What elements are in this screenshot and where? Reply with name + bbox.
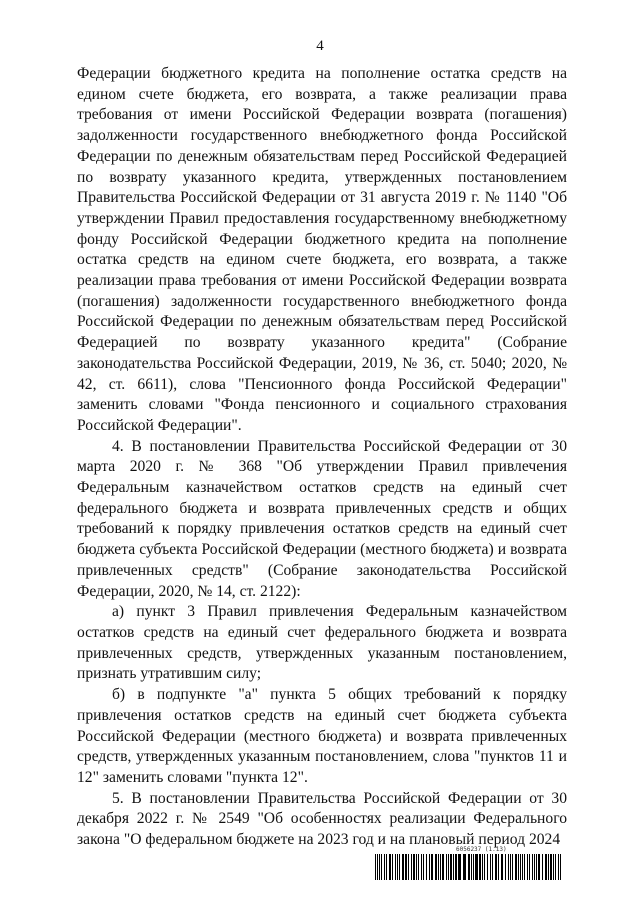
barcode-code: 6056237 (1.13)	[456, 846, 507, 853]
page-number: 4	[316, 38, 324, 54]
paragraph-3: а) пункт 3 Правил привлечения Федеральным казначейством остатков средств на единый счет федерального бюджета и возврата привлеченных средств, утвержденных указанным постановлением, признать утратившим силу;	[77, 603, 567, 683]
paragraph-1: Федерации бюджетного кредита на пополнение остатка средств на едином счете бюджета, его возврата, а также реализации права требования от имени Российской Федерации возврата (погашения) задолженности государственного внебюджетного фонда Российской Федерации по денежным обязательствам перед Российской Федерацией по возврату указанного кредита, утвержденных постановлением Правительства Российской Федерации от 31 августа 2019 г. № 1140 "Об утверждении Правил предоставления государственному внебюджетному фонду Российской Федерации бюджетного кредита на пополнение остатка средств на едином счете бюджета, его возврата, а также реализации права требования от имени Российской Федерации возврата (погашения) задолженности государственного внебюджетного фонда Российской Федерации по денежным обязательствам перед Российской Федерацией по возврату указанного кредита" (Собрание законодательства Российской Федерации, 2019, № 36, ст. 5040; 2020, № 42, ст. 6611), слова "Пенсионного фонда Российской Федерации" заменить словами "Фонда пенсионного и социального страхования Российской Федерации".	[77, 65, 567, 434]
barcode-icon	[375, 854, 563, 880]
document-body	[77, 64, 567, 851]
paragraph-4: б) в подпункте "а" пункта 5 общих требований к порядку привлечения остатков средств на единый счет бюджета субъекта Российской Федерации (местного бюджета) и возврата привлеченных средств, утвержденных указанным постановлением, слова "пунктов 11 и 12" заменить словами "пункта 12".	[77, 686, 567, 786]
paragraph-2: 4. В постановлении Правительства Российской Федерации от 30 марта 2020 г. № 368 "Об утверждении Правил привлечения Федеральным казначейством остатков средств на единый счет федерального бюджета и возврата привлеченных средств и общих требований к порядку привлечения остатков средств на единый счет бюджета субъекта Российской Федерации (местного бюджета) и возврата привлеченных средств" (Собрание законодательства Российской Федерации, 2020, № 14, ст. 2122):	[77, 437, 567, 600]
paragraph-5: 5. В постановлении Правительства Российской Федерации от 30 декабря 2022 г. № 2549 "Об особенностях реализации Федерального закона "О федеральном бюджете на 2023 год и на плановый период 2024	[77, 789, 567, 849]
